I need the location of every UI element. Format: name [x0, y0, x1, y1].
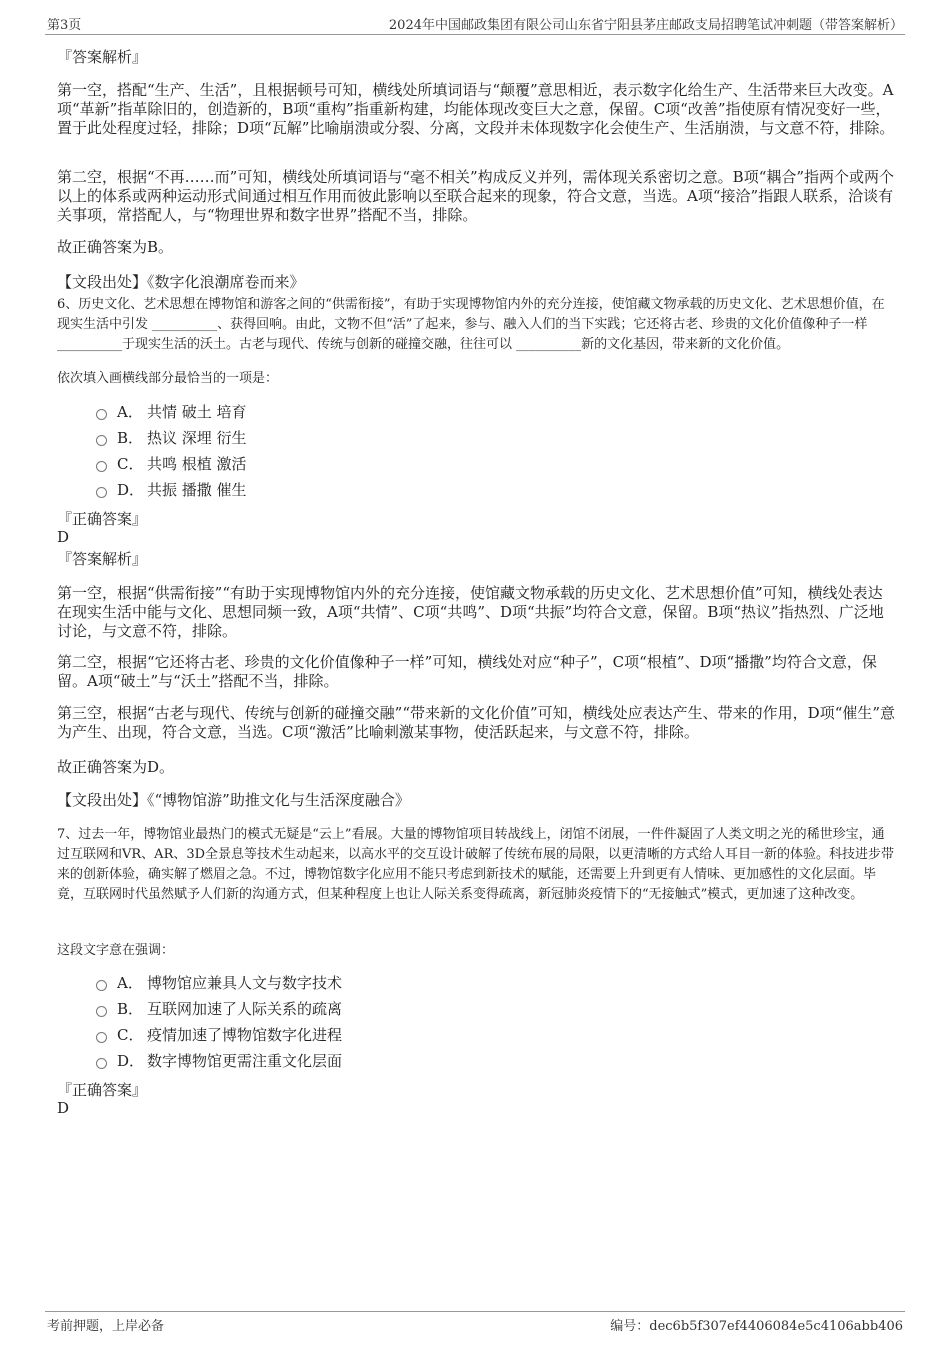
q7-option-a[interactable]: A． 博物馆应兼具人文与数字技术	[96, 973, 342, 993]
radio-icon[interactable]	[96, 435, 107, 446]
q6-option-b[interactable]: B． 热议 深埋 衍生	[96, 428, 247, 448]
q5-source	[57, 273, 897, 292]
radio-icon[interactable]	[96, 1058, 107, 1069]
q6-conclusion: 故正确答案为D。	[57, 758, 175, 776]
header-divider	[45, 34, 905, 35]
page-footer	[47, 1315, 903, 1333]
q6-stem: 6、历史文化、艺术思想在博物馆和游客之间的“供需衔接”，有助于实现博物馆内外的充分连接，使馆藏文物承载的历史文化、艺术思想价值，在现实生活中引发 __________、获得回响。由此，文物不但“活”了起来，参与、融入人们的当下实践；它还将古老、珍贵的文化价值像种子一样 __________于现实生活的沃土。古老与现代、传统与创新的碰撞交融，往往可以 __________新的文化基因，带来新的文化价值。	[57, 297, 885, 352]
document-id: 编号：dec6b5f307ef4406084e5c4106abb406	[610, 1319, 903, 1334]
document-title: 2024年中国邮政集团有限公司山东省宁阳县茅庄邮政支局招聘笔试冲刺题（带答案解析）	[388, 18, 903, 33]
page-number: 第3页	[47, 18, 82, 33]
q5-analysis-paragraph-2: 第二空，根据“不再……而”可知，横线处所填词语与“毫不相关”构成反义并列，需体现关系密切之意。B项“耦合”指两个或两个以上的体系或两种运动形式间通过相互作用而彼此影响以至联合起来的现象，符合文意，当选。A项“接洽”指跟人联系，洽谈有关事项，常搭配人，与“物理世界和数字世界”搭配不当，排除。	[57, 168, 895, 224]
q6-option-a[interactable]: A． 共情 破土 培育	[96, 402, 247, 422]
radio-icon[interactable]	[96, 980, 107, 991]
q6-analysis-paragraph-1: 第一空，根据“供需衔接”“有助于实现博物馆内外的充分连接，使馆藏文物承载的历史文化、艺术思想价值”可知，横线处表达在现实生活中能与文化、思想同频一致，A项“共情”、C项“共鸣”、D项“共振”均符合文意，保留。B项“热议”指热烈、广泛地讨论，与文意不符，排除。	[57, 584, 884, 640]
page-header	[47, 14, 903, 32]
q6-answer-label: 『正确答案』	[57, 510, 148, 528]
q5-analysis-paragraph-1: 第一空，搭配“生产、生活”，且根据顿号可知，横线处所填词语与“颠覆”意思相近，表示数字化给生产、生活带来巨大改变。A项“革新”指革除旧的，创造新的，B项“重构”指重新构建，均能体现改变巨大之意，保留。C项“改善”指使原有情况变好一些，置于此处程度过轻，排除；D项“瓦解”比喻崩溃或分裂、分离，文段并未体现数字化会使生产、生活崩溃，与文意不符，排除。	[57, 81, 895, 137]
q6-source-label: 【文段出处】	[57, 791, 148, 809]
q6-option-c[interactable]: C． 共鸣 根植 激活	[96, 454, 247, 474]
q6-analysis-paragraph-2: 第二空，根据“它还将古老、珍贵的文化价值像种子一样”可知，横线处对应“种子”，C项“根植”、D项“播撒”均符合文意，保留。A项“破土”与“沃土”搭配不当，排除。	[57, 653, 877, 690]
q6-source	[57, 791, 897, 810]
q6-analysis-label: 『答案解析』	[57, 550, 148, 568]
footer-slogan: 考前押题，上岸必备	[47, 1319, 165, 1334]
q7-answer-label: 『正确答案』	[57, 1081, 148, 1099]
radio-icon[interactable]	[96, 1032, 107, 1043]
q7-answer: D	[57, 1099, 70, 1117]
q7-option-c[interactable]: C． 疫情加速了博物馆数字化进程	[96, 1025, 342, 1045]
q6-source-title: 《“博物馆游”助推文化与生活深度融合》	[147, 791, 410, 809]
q7-option-b[interactable]: B． 互联网加速了人际关系的疏离	[96, 999, 342, 1019]
q6-analysis-paragraph-3: 第三空，根据“古老与现代、传统与创新的碰撞交融”“带来新的文化价值”可知，横线处应表达产生、带来的作用，D项“催生”意为产生、出现，符合文意，当选。C项“激活”比喻刺激某事物，使活跃起来，与文意不符，排除。	[57, 704, 896, 741]
radio-icon[interactable]	[96, 487, 107, 498]
radio-icon[interactable]	[96, 1006, 107, 1017]
q6-answer: D	[57, 528, 70, 546]
q5-source-title: 《数字化浪潮席卷而来》	[147, 273, 305, 291]
radio-icon[interactable]	[96, 461, 107, 472]
q5-conclusion: 故正确答案为B。	[57, 238, 174, 256]
q5-source-label: 【文段出处】	[57, 273, 148, 291]
radio-icon[interactable]	[96, 409, 107, 420]
q5-analysis-label: 『答案解析』	[57, 48, 148, 66]
q7-prompt: 这段文字意在强调：	[57, 943, 175, 958]
footer-divider	[45, 1311, 905, 1312]
q7-option-d[interactable]: D． 数字博物馆更需注重文化层面	[96, 1051, 342, 1071]
q7-stem: 7、过去一年，博物馆业最热门的模式无疑是“云上”看展。大量的博物馆项目转战线上，闭馆不闭展，一件件凝固了人类文明之光的稀世珍宝，通过互联网和VR、AR、3D全景息等技术生动起来，以高水平的交互设计破解了传统布展的局限，以更清晰的方式给人耳目一新的体验。科技进步带来的创新体验，确实解了燃眉之急。不过，博物馆数字化应用不能只考虑到新技术的赋能，还需要上升到更有人情味、更加感性的文化层面。毕竟，互联网时代虽然赋予人们新的沟通方式，但某种程度上也让人际关系变得疏离，新冠肺炎疫情下的“无接触式”模式，更加速了这种改变。	[57, 827, 895, 902]
q6-option-d[interactable]: D． 共振 播撒 催生	[96, 480, 247, 500]
q6-prompt: 依次填入画横线部分最恰当的一项是：	[57, 371, 279, 386]
